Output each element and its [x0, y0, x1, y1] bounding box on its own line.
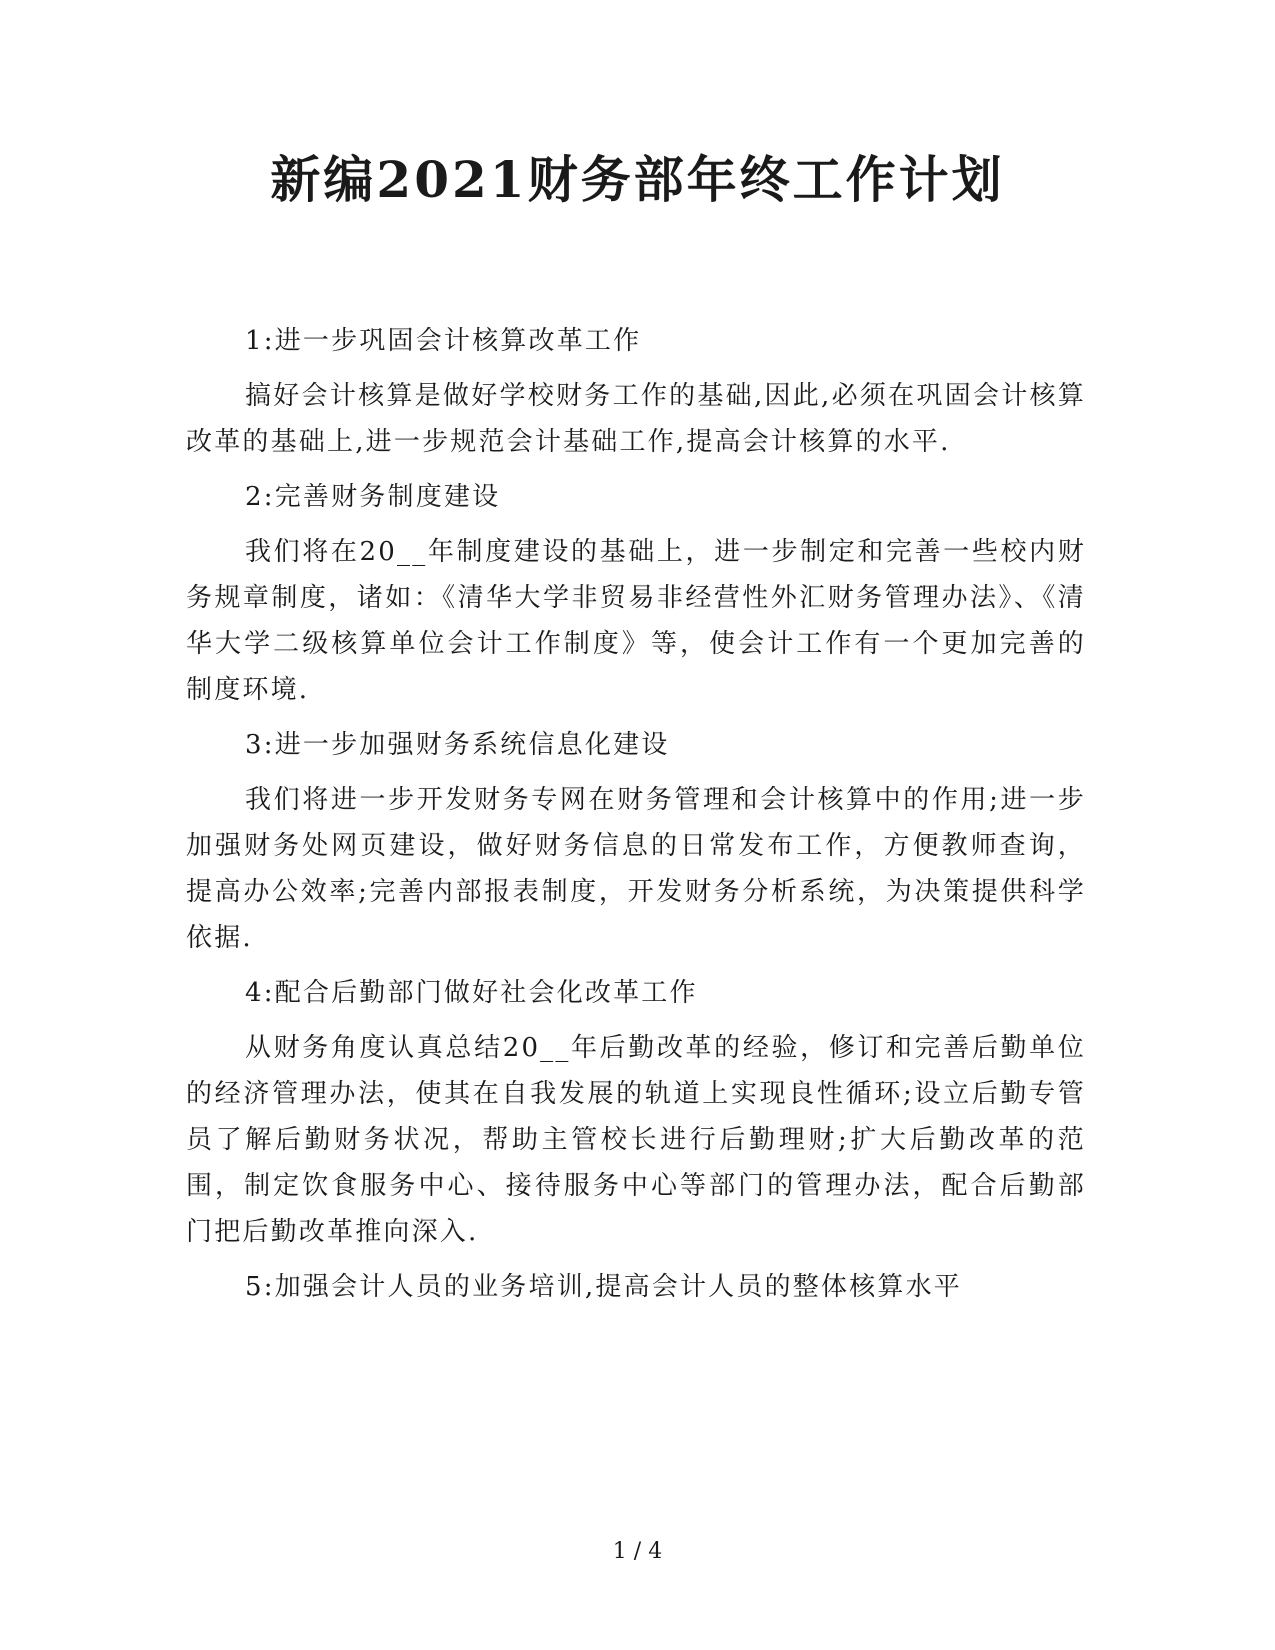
section-heading-4: 4:配合后勤部门做好社会化改革工作: [245, 978, 698, 1008]
section-heading-2: 2:完善财务制度建设: [245, 482, 501, 512]
section-body-2: 我们将在20__年制度建设的基础上，进一步制定和完善一些校内财务规章制度，诸如：《清华大学非贸易非经营性外汇财务管理办法》、《清华大学二级核算单位会计工作制度》等，使会计工作有一个更加完善的制度环境.: [186, 537, 1086, 705]
document-body: [186, 318, 1086, 1319]
section-body-4: 从财务角度认真总结20__年后勤改革的经验，修订和完善后勤单位的经济管理办法，使其在自我发展的轨道上实现良性循环;设立后勤专管员了解后勤财务状况，帮助主管校长进行后勤理财;扩大后勤改革的范围，制定饮食服务中心、接待服务中心等部门的管理办法，配合后勤部门把后勤改革推向深入.: [186, 1033, 1086, 1247]
section-heading-1: 1:进一步巩固会计核算改革工作: [245, 326, 642, 356]
page-title: 新编2021财务部年终工作计划: [270, 150, 1005, 209]
section-body-1: 搞好会计核算是做好学校财务工作的基础,因此,必须在巩固会计核算改革的基础上,进一步规范会计基础工作,提高会计核算的水平.: [186, 381, 1086, 457]
section-heading-5: 5:加强会计人员的业务培训,提高会计人员的整体核算水平: [245, 1272, 962, 1302]
page-number: 1 / 4: [612, 1539, 663, 1564]
section-heading-3: 3:进一步加强财务系统信息化建设: [245, 730, 670, 760]
section-body-3: 我们将进一步开发财务专网在财务管理和会计核算中的作用;进一步加强财务处网页建设，做好财务信息的日常发布工作，方便教师查询，提高办公效率;完善内部报表制度，开发财务分析系统，为决策提供科学依据.: [186, 785, 1086, 953]
